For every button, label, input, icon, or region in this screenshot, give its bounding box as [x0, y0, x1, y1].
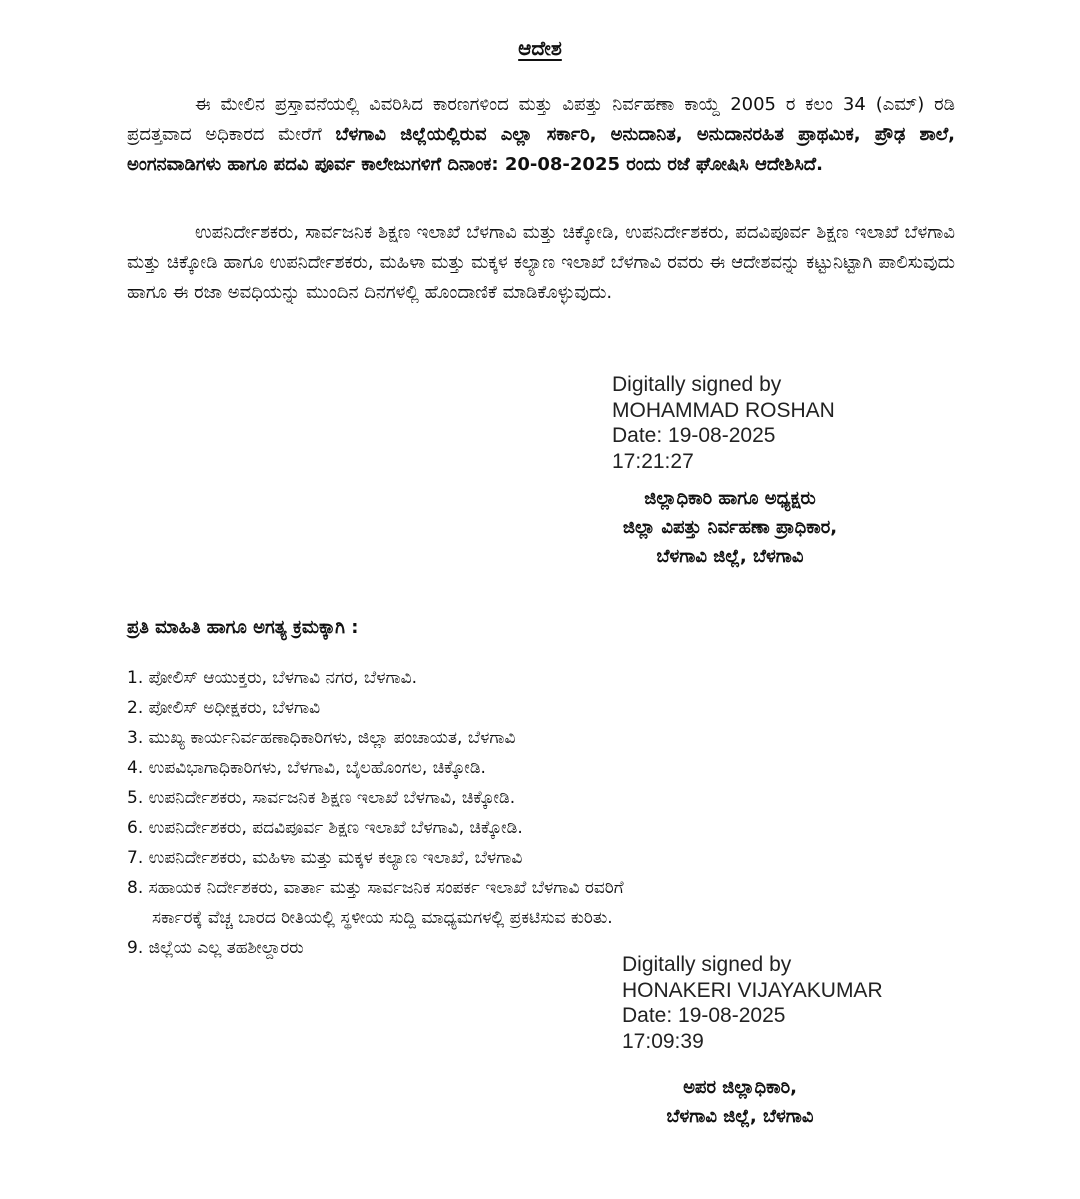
- copy-to-list: [127, 663, 967, 963]
- order-paragraph: [127, 90, 955, 180]
- signatory-office-block: [520, 484, 940, 571]
- digital-signature-block: [612, 372, 835, 474]
- signatory-location: ಬೆಳಗಾವಿ ಜಿಲ್ಲೆ, ಬೆಳಗಾವಿ: [666, 1106, 814, 1127]
- signatory-office-block: [580, 1073, 900, 1131]
- order-paragraph-bold-text: ಬೆಳಗಾವಿ ಜಿಲ್ಲೆಯಲ್ಲಿರುವ ಎಲ್ಲಾ ಸರ್ಕಾರಿ, ಅನುದಾನಿತ, ಅನುದಾನರಹಿತ ಪ್ರಾಥಮಿಕ, ಪ್ರೌಢ ಶಾಲೆ, ಅಂಗನವಾಡಿಗಳು ಹಾಗೂ ಪದವಿ ಪೂರ್ವ ಕಾಲೇಜುಗಳಿಗೆ ದಿನಾಂಕ: 20-08-2025 ರಂದು ರಜೆ ಘೋಷಿಸಿ ಆದೇಶಿಸಿದೆ.: [127, 124, 956, 175]
- list-item: 1. ಪೋಲಿಸ್ ಆಯುಕ್ತರು, ಬೆಳಗಾವಿ ನಗರ, ಬೆಳಗಾವಿ.: [127, 668, 418, 688]
- signature-label: Digitally signed by: [622, 953, 792, 976]
- list-item: 8. ಸಹಾಯಕ ನಿರ್ದೇಶಕರು, ವಾರ್ತಾ ಮತ್ತು ಸಾರ್ವಜನಿಕ ಸಂಪರ್ಕ ಇಲಾಖೆ ಬೆಳಗಾವಿ ರವರಿಗೆ: [127, 878, 624, 898]
- signature-date: Date: 19-08-2025: [612, 424, 776, 447]
- list-item: 3. ಮುಖ್ಯ ಕಾರ್ಯನಿರ್ವಹಣಾಧಿಕಾರಿಗಳು, ಜಿಲ್ಲಾ ಪಂಚಾಯತ, ಬೆಳಗಾವಿ: [127, 728, 516, 748]
- list-item: 2. ಪೋಲಿಸ್ ಅಧೀಕ್ಷಕರು, ಬೆಳಗಾವಿ: [127, 698, 321, 718]
- digital-signature-block: [622, 952, 883, 1054]
- signer-name: MOHAMMAD ROSHAN: [612, 398, 835, 422]
- signatory-designation: ಜಿಲ್ಲಾಧಿಕಾರಿ ಹಾಗೂ ಅಧ್ಯಕ್ಷರು: [644, 488, 816, 509]
- signatory-designation: ಅಪರ ಜಿಲ್ಲಾಧಿಕಾರಿ,: [683, 1077, 797, 1098]
- list-item: 7. ಉಪನಿರ್ದೇಶಕರು, ಮಹಿಳಾ ಮತ್ತು ಮಕ್ಕಳ ಕಲ್ಯಾಣ ಇಲಾಖೆ, ಬೆಳಗಾವಿ: [127, 848, 523, 868]
- signer-name: HONAKERI VIJAYAKUMAR: [622, 978, 883, 1002]
- signature-date: Date: 19-08-2025: [622, 1004, 786, 1027]
- compliance-paragraph-text: ಉಪನಿರ್ದೇಶಕರು, ಸಾರ್ವಜನಿಕ ಶಿಕ್ಷಣ ಇಲಾಖೆ ಬೆಳಗಾವಿ ಮತ್ತು ಚಿಕ್ಕೋಡಿ, ಉಪನಿರ್ದೇಶಕರು, ಪದವಿಪೂರ್ವ ಶಿಕ್ಷಣ ಇಲಾಖೆ ಬೆಳಗಾವಿ ಮತ್ತು ಚಿಕ್ಕೋಡಿ ಹಾಗೂ ಉಪನಿರ್ದೇಶಕರು, ಮಹಿಳಾ ಮತ್ತು ಮಕ್ಕಳ ಕಲ್ಯಾಣ ಇಲಾಖೆ ಬೆಳಗಾವಿ ರವರು ಈ ಆದೇಶವನ್ನು ಕಟ್ಟುನಿಟ್ಟಾಗಿ ಪಾಲಿಸುವುದು ಹಾಗೂ ಈ ರಜಾ ಅವಧಿಯನ್ನು ಮುಂದಿನ ದಿನಗಳಲ್ಲಿ ಹೊಂದಾಣಿಕೆ ಮಾಡಿಕೊಳ್ಳುವುದು.: [127, 222, 955, 303]
- list-item: 4. ಉಪವಿಭಾಗಾಧಿಕಾರಿಗಳು, ಬೆಳಗಾವಿ, ಬೈಲಹೊಂಗಲ, ಚಿಕ್ಕೋಡಿ.: [127, 758, 486, 778]
- signatory-authority: ಜಿಲ್ಲಾ ವಿಪತ್ತು ನಿರ್ವಹಣಾ ಪ್ರಾಧಿಕಾರ,: [622, 517, 838, 538]
- list-item: 6. ಉಪನಿರ್ದೇಶಕರು, ಪದವಿಪೂರ್ವ ಶಿಕ್ಷಣ ಇಲಾಖೆ ಬೆಳಗಾವಿ, ಚಿಕ್ಕೋಡಿ.: [127, 818, 523, 838]
- signature-time: 17:21:27: [612, 449, 694, 473]
- copy-to-heading: ಪ್ರತಿ ಮಾಹಿತಿ ಹಾಗೂ ಅಗತ್ಯ ಕ್ರಮಕ್ಕಾಗಿ :: [127, 617, 359, 638]
- list-item: 5. ಉಪನಿರ್ದೇಶಕರು, ಸಾರ್ವಜನಿಕ ಶಿಕ್ಷಣ ಇಲಾಖೆ ಬೆಳಗಾವಿ, ಚಿಕ್ಕೋಡಿ.: [127, 788, 516, 808]
- list-item-continuation: ಸರ್ಕಾರಕ್ಕೆ ವೆಚ್ಚ ಬಾರದ ರೀತಿಯಲ್ಲಿ ಸ್ಥಳೀಯ ಸುದ್ದಿ ಮಾಧ್ಯಮಗಳಲ್ಲಿ ಪ್ರಕಟಿಸುವ ಕುರಿತು.: [152, 908, 613, 928]
- signature-label: Digitally signed by: [612, 373, 782, 396]
- compliance-paragraph: [127, 218, 955, 308]
- list-item: 9. ಜಿಲ್ಲೆಯ ಎಲ್ಲ ತಹಶೀಲ್ದಾರರು: [127, 938, 304, 958]
- document-title: ಆದೇಶ: [518, 36, 562, 60]
- order-paragraph-text: ಈ ಮೇಲಿನ ಪ್ರಸ್ತಾವನೆಯಲ್ಲಿ ವಿವರಿಸಿದ ಕಾರಣಗಳಿಂದ ಮತ್ತು ವಿಪತ್ತು ನಿರ್ವಹಣಾ ಕಾಯ್ದೆ 2005 ರ ಕಲಂ 34 (ಎಮ್) ರಡಿ ಪ್ರದತ್ತವಾದ ಅಧಿಕಾರದ ಮೇರೆಗೆ: [127, 94, 955, 145]
- signatory-location: ಬೆಳಗಾವಿ ಜಿಲ್ಲೆ, ಬೆಳಗಾವಿ: [656, 546, 804, 567]
- signature-time: 17:09:39: [622, 1029, 704, 1053]
